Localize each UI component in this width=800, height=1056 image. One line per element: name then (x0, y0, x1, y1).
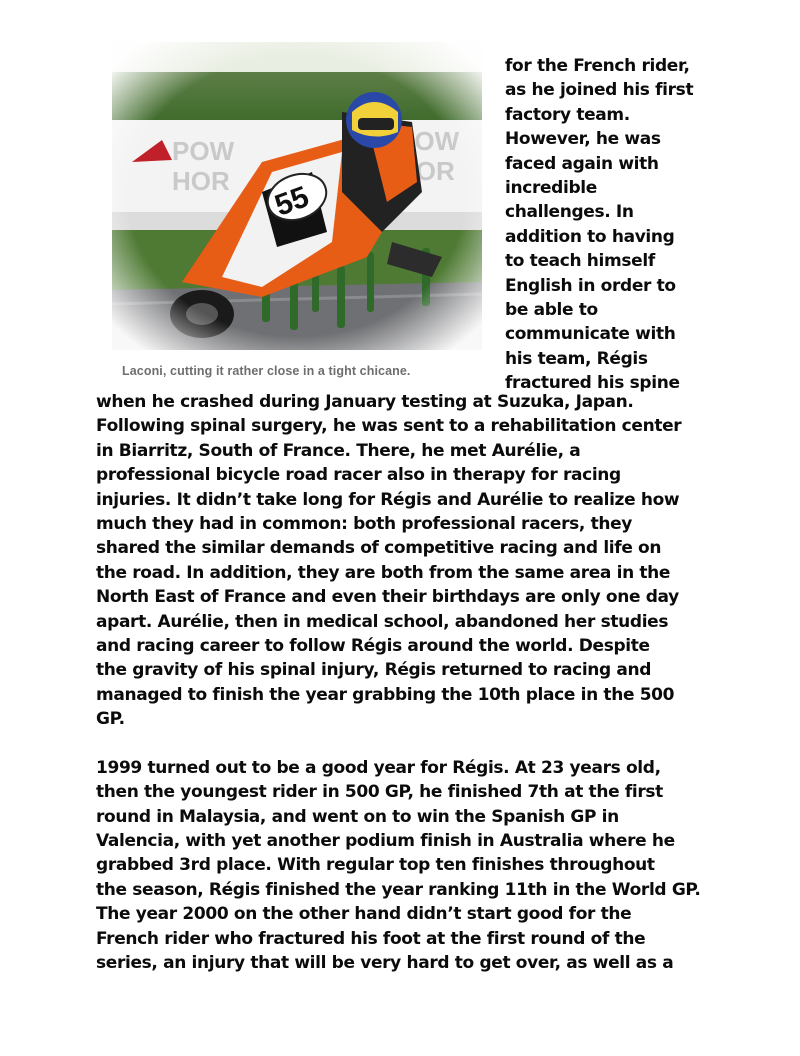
column-line: his team, Régis (505, 348, 648, 369)
text-line: North East of France and even their birthdays are only one day (96, 587, 679, 608)
column-text (505, 54, 795, 396)
text-line: 1999 turned out to be a good year for Régis. At 23 years old, (96, 757, 661, 778)
column-line: However, he was (505, 129, 661, 150)
text-line: the road. In addition, they are both from the same area in the (96, 562, 671, 583)
text-line: the season, Régis finished the year ranking 11th in the World GP. (96, 879, 701, 900)
column-line: fractured his spine (505, 373, 680, 394)
text-line: GP. (96, 709, 125, 730)
column-line: factory team. (505, 104, 630, 125)
race-photo (112, 42, 482, 350)
text-line: series, an injury that will be very hard to get over, as well as a (96, 952, 674, 973)
motorcycle-racer-image (112, 42, 482, 350)
column-line: English in order to (505, 275, 676, 296)
column-line: addition to having (505, 226, 675, 247)
paragraph-2 (96, 756, 796, 976)
column-line: to teach himself (505, 251, 655, 272)
text-line: managed to finish the year grabbing the 10th place in the 500 (96, 684, 675, 705)
text-line: Following spinal surgery, he was sent to a rehabilitation center (96, 416, 682, 437)
column-line: challenges. In (505, 202, 634, 223)
text-line: grabbed 3rd place. With regular top ten finishes throughout (96, 855, 655, 876)
paragraph-spacer (96, 732, 796, 756)
photo-caption: Laconi, cutting it rather close in a tight chicane. (122, 364, 411, 378)
text-line: in Biarritz, South of France. There, he met Aurélie, a (96, 440, 581, 461)
column-line: incredible (505, 178, 597, 199)
body-text (96, 390, 796, 975)
column-line: as he joined his first (505, 80, 694, 101)
column-line: communicate with (505, 324, 676, 345)
text-line: when he crashed during January testing at Suzuka, Japan. (96, 392, 634, 412)
text-line: apart. Aurélie, then in medical school, abandoned her studies (96, 611, 669, 632)
text-line: Valencia, with yet another podium finish in Australia where he (96, 830, 675, 851)
text-line: professional bicycle road racer also in therapy for racing (96, 465, 621, 486)
text-line: the gravity of his spinal injury, Régis returned to racing and (96, 660, 652, 681)
text-line: injuries. It didn’t take long for Régis and Aurélie to realize how (96, 489, 680, 510)
text-line: round in Malaysia, and went on to win the Spanish GP in (96, 806, 619, 827)
text-line: then the youngest rider in 500 GP, he finished 7th at the first (96, 782, 663, 803)
text-line: shared the similar demands of competitive racing and life on (96, 538, 662, 559)
paragraph-1 (96, 390, 796, 732)
column-line: be able to (505, 300, 598, 321)
text-line: French rider who fractured his foot at the first round of the (96, 928, 646, 949)
text-line: much they had in common: both professional racers, they (96, 514, 633, 535)
column-line: for the French rider, (505, 56, 690, 76)
text-line: The year 2000 on the other hand didn’t start good for the (96, 904, 632, 925)
column-line: faced again with (505, 153, 659, 174)
text-line: and racing career to follow Régis around the world. Despite (96, 636, 650, 657)
